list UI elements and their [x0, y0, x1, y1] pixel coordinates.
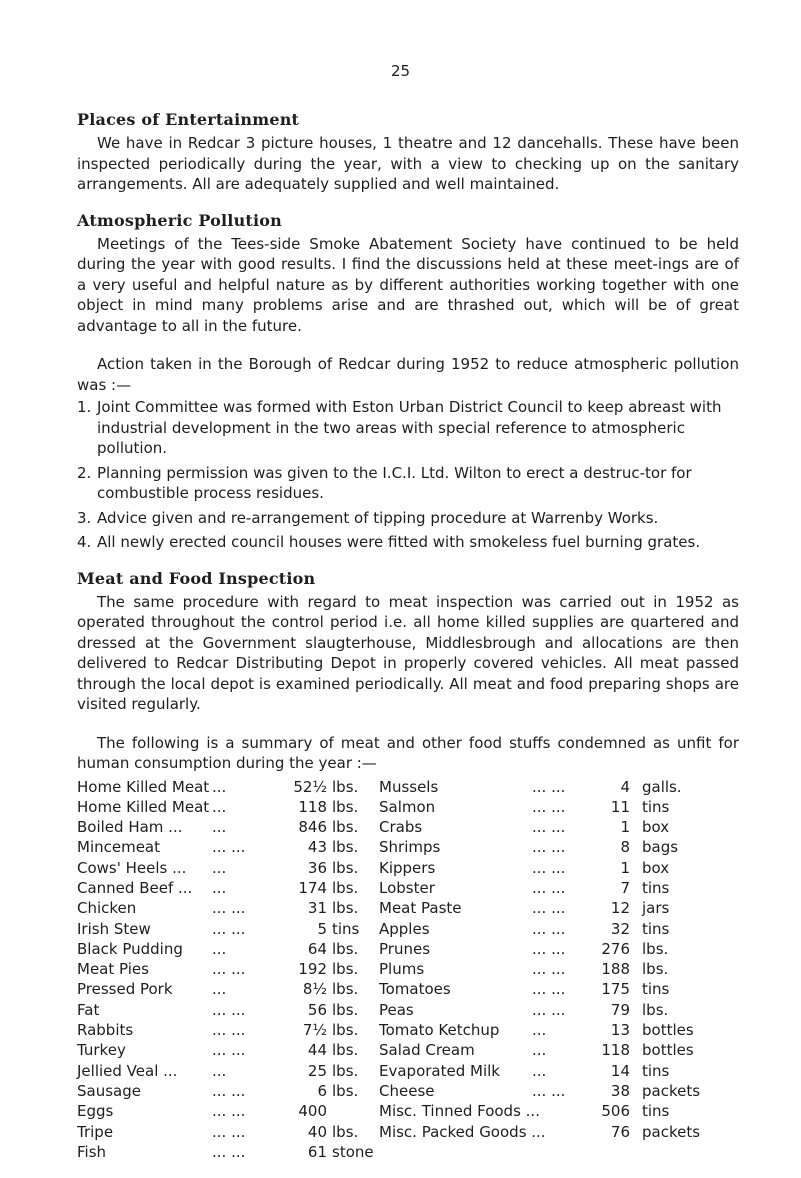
- table-cell-left-unit: lbs.: [332, 1041, 359, 1060]
- list-item: [77, 397, 739, 459]
- table-cell-left-name: Cows' Heels ...: [77, 858, 187, 877]
- table-cell-left-qty: 31: [307, 899, 327, 918]
- table-cell-left-dots: ...: [212, 1061, 227, 1080]
- table-row: [77, 1081, 739, 1101]
- table-cell-left-dots: ...: [212, 777, 227, 796]
- table-cell-right-name: Prunes: [379, 939, 431, 958]
- table-cell-left-unit: lbs.: [332, 939, 359, 958]
- table-cell-left-dots: ...: [212, 797, 227, 816]
- table-cell-left-name: Turkey: [77, 1041, 126, 1060]
- table-cell-right-unit: tins: [642, 797, 670, 816]
- table-cell-left-dots: ... ...: [212, 1021, 246, 1040]
- table-cell-left-unit: tins: [332, 919, 360, 938]
- table-cell-left-qty: 36: [307, 858, 327, 877]
- table-cell-right-name: Misc. Packed Goods ...: [379, 1122, 546, 1141]
- table-cell-right-qty: 12: [610, 899, 630, 918]
- table-cell-left-qty: 43: [307, 838, 327, 857]
- table-cell-right-dots: ... ...: [532, 878, 566, 897]
- table-cell-left-name: Chicken: [77, 899, 137, 918]
- table-cell-right-name: Cheese: [379, 1081, 435, 1100]
- section-entertainment: [77, 110, 739, 195]
- table-row: [77, 837, 739, 857]
- table-cell-left-dots: ... ...: [212, 1081, 246, 1100]
- table-cell-right-qty: 506: [601, 1102, 630, 1121]
- table-cell-right-name: Mussels: [379, 777, 439, 796]
- table-cell-left-dots: ...: [212, 939, 227, 958]
- table-cell-right-unit: tins: [642, 878, 670, 897]
- table-cell-left-unit: lbs.: [332, 878, 359, 897]
- table-cell-left-name: Black Pudding: [77, 939, 183, 958]
- table-cell-right-qty: 1: [620, 818, 630, 837]
- table-cell-right-dots: ... ...: [532, 960, 566, 979]
- table-cell-right-name: Salad Cream: [379, 1041, 475, 1060]
- table-cell-right-unit: packets: [642, 1122, 701, 1141]
- table-cell-right-dots: ... ...: [532, 919, 566, 938]
- table-cell-right-unit: tins: [642, 980, 670, 999]
- list-text: All newly erected council houses were fitted with smokeless fuel burning grates.: [97, 533, 701, 551]
- table-cell-right-dots: ... ...: [532, 838, 566, 857]
- table-cell-left-qty: 174: [298, 878, 327, 897]
- table-row: [77, 939, 739, 959]
- table-cell-right-unit: lbs.: [642, 1000, 669, 1019]
- table-cell-left-dots: ... ...: [212, 919, 246, 938]
- section-meat: [77, 569, 739, 1163]
- table-row: [77, 898, 739, 918]
- table-cell-left-name: Fish: [77, 1142, 107, 1161]
- table-cell-left-qty: 192: [298, 960, 327, 979]
- table-row: [77, 979, 739, 999]
- list-item: [77, 508, 739, 529]
- table-cell-left-qty: 5: [317, 919, 327, 938]
- action-list: [77, 397, 739, 553]
- section-heading: Places of Entertainment: [77, 110, 300, 129]
- table-cell-left-qty: 400: [298, 1102, 327, 1121]
- table-cell-right-unit: lbs.: [642, 960, 669, 979]
- table-row: [77, 1040, 739, 1060]
- table-row: [77, 1142, 739, 1162]
- table-cell-right-qty: 1: [620, 858, 630, 877]
- section-pollution: [77, 211, 739, 553]
- table-cell-left-qty: 64: [307, 939, 327, 958]
- table-cell-right-unit: bags: [642, 838, 679, 857]
- table-cell-right-qty: 32: [610, 919, 630, 938]
- table-cell-right-qty: 11: [610, 797, 630, 816]
- list-item: [77, 532, 739, 553]
- table-cell-right-name: Plums: [379, 960, 425, 979]
- table-cell-left-qty: 25: [307, 1061, 327, 1080]
- table-cell-left-unit: lbs.: [332, 1081, 359, 1100]
- table-cell-right-unit: jars: [642, 899, 670, 918]
- table-cell-left-name: Sausage: [77, 1081, 141, 1100]
- table-cell-left-unit: lbs.: [332, 838, 359, 857]
- paragraph: Meetings of the Tees-side Smoke Abatement Society have continued to be held during the year with good results. I find the discussions held at these meet-ings are of a very useful and helpful nature as by different authorities working together with one object in mind many problems arise and are thrashed out, which will be of great advantage to all in the future.: [77, 234, 739, 335]
- table-cell-left-unit: lbs.: [332, 899, 359, 918]
- table-cell-left-name: Home Killed Meat: [77, 797, 210, 816]
- table-cell-left-qty: 56: [307, 1000, 327, 1019]
- table-row: [77, 858, 739, 878]
- table-cell-right-name: Misc. Tinned Foods ...: [379, 1102, 540, 1121]
- table-cell-left-dots: ... ...: [212, 1000, 246, 1019]
- table-cell-right-name: Lobster: [379, 878, 435, 897]
- table-cell-left-qty: 44: [307, 1041, 327, 1060]
- table-cell-right-dots: ... ...: [532, 797, 566, 816]
- table-cell-right-unit: box: [642, 818, 670, 837]
- table-cell-right-qty: 8: [620, 838, 630, 857]
- list-number: 4.: [77, 533, 92, 551]
- table-cell-left-dots: ... ...: [212, 838, 246, 857]
- table-cell-left-dots: ... ...: [212, 1102, 246, 1121]
- table-cell-right-qty: 188: [601, 960, 630, 979]
- table-cell-left-dots: ... ...: [212, 1122, 246, 1141]
- table-cell-right-name: Meat Paste: [379, 899, 462, 918]
- table-cell-left-unit: lbs.: [332, 858, 359, 877]
- table-cell-left-dots: ... ...: [212, 1142, 246, 1161]
- table-cell-right-unit: bottles: [642, 1021, 694, 1040]
- section-heading: Meat and Food Inspection: [77, 568, 316, 588]
- table-cell-left-name: Jellied Veal ...: [77, 1061, 178, 1080]
- table-row: [77, 1122, 739, 1142]
- table-cell-left-qty: 6: [317, 1081, 327, 1100]
- table-cell-right-unit: tins: [642, 1061, 670, 1080]
- table-cell-left-dots: ... ...: [212, 960, 246, 979]
- table-cell-left-name: Rabbits: [77, 1021, 134, 1040]
- table-cell-right-unit: lbs.: [642, 939, 669, 958]
- table-cell-right-qty: 276: [601, 939, 630, 958]
- table-cell-right-dots: ... ...: [532, 777, 566, 796]
- table-cell-right-name: Shrimps: [379, 838, 441, 857]
- table-cell-right-name: Kippers: [379, 858, 436, 877]
- table-cell-left-dots: ...: [212, 980, 227, 999]
- list-item: [77, 463, 739, 504]
- table-cell-left-qty: 61: [307, 1142, 327, 1161]
- paragraph: The same procedure with regard to meat inspection was carried out in 1952 as operated throughout the control period i.e. all home killed supplies are quartered and dressed at the Government slaugterhouse, Middlesbrough and allocations are then delivered to Redcar Distributing Depot in properly covered vehicles. All meat passed through the local depot is examined periodically. All meat and food preparing shops are visited regularly.: [77, 592, 739, 713]
- table-cell-left-name: Pressed Pork: [77, 980, 173, 999]
- table-cell-right-dots: ...: [532, 1041, 547, 1060]
- table-cell-right-qty: 7: [620, 878, 630, 897]
- section-heading: Atmospheric Pollution: [77, 210, 282, 230]
- table-row: [77, 797, 739, 817]
- table-cell-right-qty: 76: [610, 1122, 630, 1141]
- table-cell-left-name: Meat Pies: [77, 960, 149, 979]
- table-cell-right-dots: ... ...: [532, 818, 566, 837]
- table-cell-right-dots: ... ...: [532, 1081, 566, 1100]
- table-cell-right-dots: ... ...: [532, 899, 566, 918]
- table-row: [77, 1000, 739, 1020]
- table-cell-left-name: Irish Stew: [77, 919, 151, 938]
- paragraph: Action taken in the Borough of Redcar during 1952 to reduce atmospheric pollution was :—: [77, 355, 739, 394]
- table-cell-left-qty: 8½: [302, 980, 327, 999]
- table-cell-right-dots: ... ...: [532, 980, 566, 999]
- table-cell-left-dots: ...: [212, 818, 227, 837]
- table-cell-right-unit: tins: [642, 919, 670, 938]
- table-cell-right-name: Peas: [379, 1000, 414, 1019]
- table-cell-left-qty: 118: [298, 797, 327, 816]
- table-cell-right-name: Tomatoes: [379, 980, 451, 999]
- table-cell-left-unit: stone: [332, 1142, 374, 1161]
- table-cell-left-dots: ...: [212, 858, 227, 877]
- table-cell-left-unit: lbs.: [332, 1000, 359, 1019]
- table-cell-right-dots: ...: [532, 1061, 547, 1080]
- document-body: [77, 110, 739, 1178]
- table-cell-right-unit: tins: [642, 1102, 670, 1121]
- table-cell-right-unit: bottles: [642, 1041, 694, 1060]
- page-number: 25: [390, 62, 411, 80]
- list-number: 2.: [77, 463, 92, 482]
- table-cell-right-qty: 38: [610, 1081, 630, 1100]
- table-row: [77, 817, 739, 837]
- table-cell-left-name: Mincemeat: [77, 838, 161, 857]
- table-cell-left-name: Boiled Ham ...: [77, 818, 183, 837]
- table-cell-right-qty: 175: [601, 980, 630, 999]
- table-cell-right-dots: ...: [532, 1021, 547, 1040]
- table-cell-right-qty: 79: [610, 1000, 630, 1019]
- table-cell-left-unit: lbs.: [332, 1061, 359, 1080]
- table-cell-left-qty: 52½: [293, 777, 327, 796]
- table-cell-left-unit: lbs.: [332, 777, 359, 796]
- table-cell-right-qty: 13: [610, 1021, 630, 1040]
- table-cell-left-name: Canned Beef ...: [77, 878, 193, 897]
- table-cell-left-unit: lbs.: [332, 1122, 359, 1141]
- table-cell-right-unit: galls.: [642, 777, 682, 796]
- table-cell-right-name: Apples: [379, 919, 430, 938]
- paragraph: We have in Redcar 3 picture houses, 1 theatre and 12 dancehalls. These have been inspected periodically during the year, with a view to checking up on the sanitary arrangements. All are adequately supplied and well maintained.: [77, 134, 739, 193]
- table-cell-left-unit: lbs.: [332, 797, 359, 816]
- table-cell-right-qty: 14: [610, 1061, 630, 1080]
- table-cell-left-qty: 40: [307, 1122, 327, 1141]
- table-cell-left-name: Fat: [77, 1000, 100, 1019]
- table-cell-left-unit: lbs.: [332, 960, 359, 979]
- table-cell-right-unit: box: [642, 858, 670, 877]
- table-cell-left-unit: lbs.: [332, 1021, 359, 1040]
- table-cell-left-name: Tripe: [77, 1122, 114, 1141]
- table-row: [77, 1020, 739, 1040]
- table-cell-left-dots: ... ...: [212, 1041, 246, 1060]
- table-cell-right-dots: ... ...: [532, 939, 566, 958]
- list-number: 1.: [77, 398, 92, 416]
- table-cell-left-qty: 7½: [302, 1021, 327, 1040]
- list-text: Advice given and re-arrangement of tipping procedure at Warrenby Works.: [97, 508, 659, 527]
- table-cell-right-dots: ... ...: [532, 858, 566, 877]
- table-cell-left-name: Eggs: [77, 1102, 114, 1121]
- table-cell-right-qty: 4: [620, 777, 630, 796]
- table-row: [77, 919, 739, 939]
- table-cell-left-unit: lbs.: [332, 818, 359, 837]
- table-cell-left-dots: ... ...: [212, 899, 246, 918]
- table-cell-right-name: Evaporated Milk: [379, 1061, 500, 1080]
- table-cell-left-dots: ...: [212, 878, 227, 897]
- list-text: Joint Committee was formed with Eston Urban District Council to keep abreast with industrial development in the two areas with special reference to atmospheric pollution.: [97, 398, 722, 457]
- list-number: 3.: [77, 508, 92, 527]
- table-row: [77, 878, 739, 898]
- table-cell-right-unit: packets: [642, 1081, 701, 1100]
- table-row: [77, 1061, 739, 1081]
- table-cell-left-name: Home Killed Meat: [77, 777, 210, 796]
- table-cell-right-name: Salmon: [379, 797, 436, 816]
- table-cell-left-qty: 846: [298, 818, 327, 837]
- table-cell-right-qty: 118: [601, 1041, 630, 1060]
- table-cell-left-unit: lbs.: [332, 980, 359, 999]
- table-cell-right-name: Tomato Ketchup: [379, 1021, 500, 1040]
- table-row: [77, 1101, 739, 1121]
- table-cell-right-dots: ... ...: [532, 1000, 566, 1019]
- table-row: [77, 777, 739, 797]
- table-cell-right-name: Crabs: [379, 818, 423, 837]
- list-text: Planning permission was given to the I.C.I. Ltd. Wilton to erect a destruc-tor for combustible process residues.: [97, 463, 692, 502]
- condemned-food-table: [77, 777, 739, 1163]
- table-row: [77, 959, 739, 979]
- paragraph: The following is a summary of meat and other food stuffs condemned as unfit for human consumption during the year :—: [77, 733, 739, 772]
